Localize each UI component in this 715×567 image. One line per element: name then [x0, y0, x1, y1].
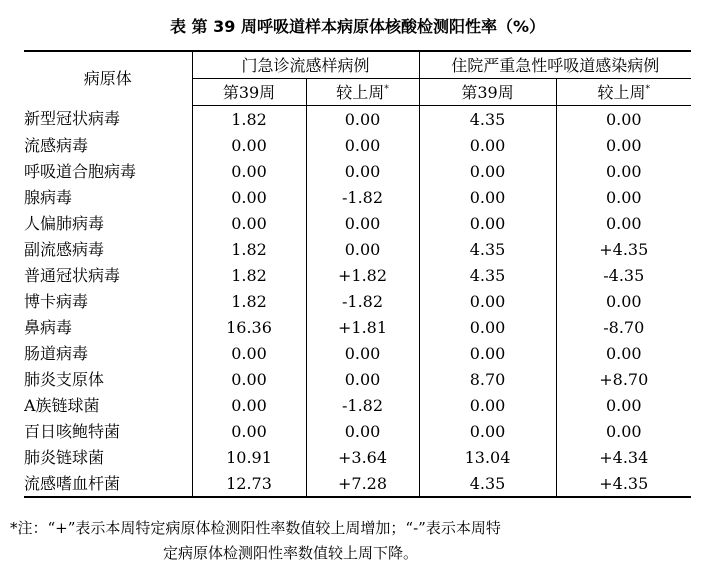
footnote-line-1: *注：“+”表示本周特定病原体检测阳性率数值较上周增加；“-”表示本周特	[10, 519, 501, 537]
op-week-value: 0.00	[192, 158, 306, 184]
ip-week-value: 4.35	[419, 236, 556, 262]
ip-change-value: 0.00	[556, 132, 691, 158]
op-change-value: 0.00	[306, 132, 419, 158]
op-week-value: 1.82	[192, 106, 306, 133]
positivity-rate-table	[24, 50, 691, 498]
footnote-mark: *	[645, 84, 651, 95]
op-change-value: +1.82	[306, 262, 419, 288]
op-week-value: 0.00	[192, 132, 306, 158]
op-change-value: 0.00	[306, 418, 419, 444]
table-row	[24, 158, 691, 184]
ip-change-value: 0.00	[556, 392, 691, 418]
pathogen-name: 肠道病毒	[24, 343, 89, 363]
header-ip-change	[556, 79, 691, 106]
op-week-value: 1.82	[192, 262, 306, 288]
ip-change-value: 0.00	[556, 106, 691, 133]
ip-change-value: 0.00	[556, 184, 691, 210]
footnote-line-2: 定病原体检测阳性率数值较上周下降。	[163, 544, 419, 562]
pathogen-name: 副流感病毒	[24, 239, 105, 259]
table-row	[24, 444, 691, 470]
pathogen-name: A族链球菌	[24, 395, 100, 415]
pathogen-name: 肺炎支原体	[24, 369, 105, 389]
ip-change-value: +4.34	[556, 444, 691, 470]
pathogen-name: 人偏肺病毒	[24, 213, 105, 233]
table-row	[24, 210, 691, 236]
table-body	[24, 106, 691, 498]
pathogen-name: 流感嗜血杆菌	[24, 470, 192, 497]
table-row	[24, 132, 691, 158]
ip-change-value: +4.35	[556, 470, 691, 497]
op-change-value: +1.81	[306, 314, 419, 340]
op-week-value: 0.00	[192, 392, 306, 418]
table-row	[24, 106, 691, 133]
table-row	[24, 288, 691, 314]
ip-week-value: 0.00	[419, 184, 556, 210]
table-row	[24, 262, 691, 288]
ip-week-value: 0.00	[419, 158, 556, 184]
op-week-value: 0.00	[192, 340, 306, 366]
table-row	[24, 184, 691, 210]
op-change-value: +3.64	[306, 444, 419, 470]
pathogen-name: 肺炎链球菌	[24, 447, 105, 467]
op-week-value: 10.91	[192, 444, 306, 470]
op-change-value: 0.00	[306, 158, 419, 184]
op-change-value: -1.82	[306, 184, 419, 210]
table-row	[24, 418, 691, 444]
ip-change-value: +4.35	[556, 236, 691, 262]
ip-week-value: 4.35	[419, 470, 556, 497]
header-pathogen: 病原体	[24, 51, 192, 106]
ip-change-value: 0.00	[556, 418, 691, 444]
op-change-value: 0.00	[306, 106, 419, 133]
pathogen-name: 百日咳鲍特菌	[24, 421, 121, 441]
header-ip-change-label: 较上周	[597, 82, 646, 102]
ip-week-value: 0.00	[419, 314, 556, 340]
ip-week-value: 4.35	[419, 262, 556, 288]
table-row	[24, 392, 691, 418]
header-op-week: 第39周	[192, 79, 306, 106]
ip-week-value: 0.00	[419, 418, 556, 444]
table-row	[24, 366, 691, 392]
op-week-value: 16.36	[192, 314, 306, 340]
op-week-value: 0.00	[192, 184, 306, 210]
ip-change-value: 0.00	[556, 210, 691, 236]
op-week-value: 0.00	[192, 366, 306, 392]
header-row-groups	[24, 51, 691, 79]
pathogen-name: 博卡病毒	[24, 291, 89, 311]
pathogen-name: 新型冠状病毒	[24, 109, 121, 129]
ip-change-value: -8.70	[556, 314, 691, 340]
ip-week-value: 8.70	[419, 366, 556, 392]
pathogen-name: 普通冠状病毒	[24, 265, 121, 285]
ip-change-value: 0.00	[556, 288, 691, 314]
op-change-value: 0.00	[306, 366, 419, 392]
ip-week-value: 0.00	[419, 132, 556, 158]
header-inpatient-sari: 住院严重急性呼吸道感染病例	[419, 51, 691, 79]
op-change-value: +7.28	[306, 470, 419, 497]
ip-change-value: 0.00	[556, 340, 691, 366]
ip-week-value: 4.35	[419, 106, 556, 133]
table-row	[24, 340, 691, 366]
op-week-value: 0.00	[192, 418, 306, 444]
table-row	[24, 236, 691, 262]
ip-week-value: 0.00	[419, 340, 556, 366]
op-change-value: -1.82	[306, 392, 419, 418]
table-title: 表 第 39 周呼吸道样本病原体核酸检测阳性率（%）	[169, 17, 545, 36]
op-week-value: 12.73	[192, 470, 306, 497]
op-change-value: 0.00	[306, 236, 419, 262]
table-row	[24, 314, 691, 340]
op-week-value: 1.82	[192, 288, 306, 314]
op-week-value: 0.00	[192, 210, 306, 236]
pathogen-name: 呼吸道合胞病毒	[24, 161, 137, 181]
ip-change-value: +8.70	[556, 366, 691, 392]
ip-week-value: 0.00	[419, 288, 556, 314]
table-row	[24, 470, 691, 497]
header-op-change	[306, 79, 419, 106]
ip-week-value: 13.04	[419, 444, 556, 470]
ip-change-value: 0.00	[556, 158, 691, 184]
footnote	[10, 516, 710, 566]
footnote-mark: *	[384, 84, 389, 95]
op-change-value: 0.00	[306, 210, 419, 236]
op-change-value: 0.00	[306, 340, 419, 366]
header-op-change-label: 较上周	[336, 82, 385, 102]
pathogen-name: 流感病毒	[24, 135, 89, 155]
header-outpatient-ili: 门急诊流感样病例	[192, 51, 419, 79]
op-change-value: -1.82	[306, 288, 419, 314]
pathogen-name: 鼻病毒	[24, 317, 73, 337]
pathogen-name: 腺病毒	[24, 187, 73, 207]
header-ip-week: 第39周	[419, 79, 556, 106]
ip-change-value: -4.35	[556, 262, 691, 288]
ip-week-value: 0.00	[419, 392, 556, 418]
op-week-value: 1.82	[192, 236, 306, 262]
ip-week-value: 0.00	[419, 210, 556, 236]
